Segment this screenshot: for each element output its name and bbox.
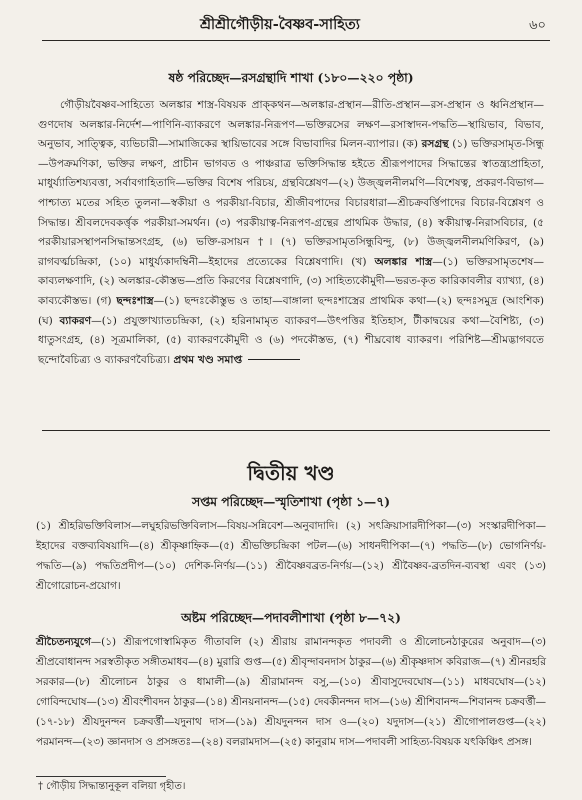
chapter6-heading: ষষ্ঠ পরিচ্ছেদ—রসগ্রন্থাদি শাখা (১৮০—২২০ পৃষ্ঠা) [168, 70, 414, 85]
header-rule [42, 40, 550, 41]
chapter8-heading: অষ্টম পরিচ্ছেদ—পদাবলীশাখা (পৃষ্ঠা ৮—৭২) [181, 610, 401, 625]
chapter7-body [36, 516, 546, 596]
volume2-title: দ্বিতীয় খণ্ড [247, 461, 335, 485]
footnote-rule [36, 776, 166, 777]
chapter8-body [36, 632, 546, 752]
page-number: ৬০ [529, 18, 546, 33]
chhanda-label: ছন্দঃশাস্ত্র [116, 294, 154, 307]
running-title: শ্রীশ্রীগৌড়ীয়-বৈষ্ণব-সাহিত্য [200, 16, 360, 33]
chhanda-text: —(১) ছন্দঃকৌস্তুভ ও তাহা—বাঙ্গালা ছন্দঃশাস্ত্রের প্রাথমিক কথা—(২) ছন্দঃসমুদ্র (আংশিক) [153, 294, 545, 307]
alankara-text: —(১) ভক্তিরসামৃতশেষ—কাব্যলক্ষণাদি, (২) অলঙ্কার-কৌস্তভ—প্রতি কিরণের বিশ্লেষণাদি, (৩) সাহিত্যকৌমুদী—ভরত-কৃত কারিকাবলীর ব্যাখ্যা, (৪) কাব্যকৌস্তভ। [38, 255, 544, 307]
chhanda-prefix: (গ) [96, 294, 112, 307]
chapter6-body [38, 96, 544, 370]
end-dash [248, 359, 300, 360]
vyakarana-text: —(১) প্রযুক্তাখ্যাতচন্দ্রিকা, (২) হরিনামামৃত ব্যাকরণ—উৎপত্তির ইতিহাস, টীকাদ্বয়ের কথা—বৈশিষ্ট্য, (৩) ধাতুসংগ্রহ, (৪) সূত্রমালিকা, (৫) ব্যাকরণকৌমুদী ও (৬) পদকৌস্তভ, (৭) শীঘ্রবোধ ব্যাকরণ। পরিশিষ্ট—শ্রীমদ্ভাগবতে ছন্দোবৈচিত্র্য ও ব্যাকরণবৈচিত্র্য। [38, 314, 544, 366]
page-header [0, 10, 582, 36]
chapter7-text: (১) শ্রীহরিভক্তিবিলাস—লঘুহরিভক্তিবিলাস—বিষয়-সন্নিবেশ—অনুবাদাদি। (২) সৎক্রিয়াসারদীপিকা—(৩) সংস্কারদীপিকা—ইহাদের বক্তব্যবিষয়াদি—(৪) শ্রীকৃষ্ণাহ্নিক—(৫) শ্রীভক্তিচন্দ্রিকা পটল—(৬) সাধনদীপিকা—(৭) পদ্ধতি—(৮) ভোগনির্ণয়-পদ্ধতি—(৯) পদ্ধতিপ্রদীপ—(১০) দেশিক-নির্ণয়—(১১) শ্রীবৈষ্ণবব্রত-নির্ণয়—(১২) শ্রীবৈষ্ণব-ব্রতদিন-ব্যবস্থা এবং (১৩) শ্রীগোরোচন-প্রয়োগ। [36, 520, 546, 592]
footnote: † গৌড়ীয় সিদ্ধান্তানুকূল বলিয়া গৃহীত। [38, 781, 186, 792]
chapter8-text: —(১) শ্রীরূপগোস্বামিকৃত গীতাবলি (২) শ্রীরায় রামানন্দকৃত পদাবলী ও শ্রীলোচনঠাকুরের অনুবাদ—(৩) শ্রীপ্রবোধানন্দ সরস্বতীকৃত সঙ্গীতমাধব—(৪) মুরারি গুপ্ত—(৫) শ্রীবৃন্দাবনদাস ঠাকুর—(৬) শ্রীকৃষ্ণদাস কবিরাজ—(৭) শ্রীনরহরি সরকার—(৮) শ্রীলোচন ঠাকুর ও ধামালী—(৯) শ্রীরামানন্দ বসু,—(১০) শ্রীবাসুদেবঘোষ—(১১) মাধবঘোষ—(১২) গোবিন্দঘোষ—(১৩) শ্রীবংশীবদন ঠাকুর—(১৪) শ্রীনয়নানন্দ—(১৫) দেবকীনন্দন দাস—(১৬) শ্রীশিবানন্দ—শিবানন্দ চক্রবর্ত্তী—(১৭-১৮) শ্রীযদুনন্দন চক্রবর্ত্তী—যদুনাথ দাস—(১৯) শ্রীযদুনন্দন দাস ও—(২০) যদুদাস—(২১) শ্রীগোপালগুপ্ত—(২২) পরমানন্দ—(২৩) জ্ঞানদাস ও প্রসঙ্গতঃ—(২৪) বলরামদাস—(২৫) কানুরাম দাস—পদাবলী সাহিত্য-বিষয়ক যৎকিঞ্চিৎ প্রসঙ্গ। [36, 636, 546, 748]
volume-end-note: প্রথম খণ্ড সমাপ্ত [173, 353, 243, 366]
chapter6-intro: গৌড়ীয়বৈষ্ণব-সাহিত্যে অলঙ্কার শাস্ত্র-বিষয়ক প্রাক্‌কথন—অলঙ্কার-প্রস্থান—রীতি-প্রস্থান—রস-প্রস্থান ও ধ্বনিপ্রস্থান—গুণদোষ অলঙ্কার-নির্দেশ—পাণিনি-ব্যাকরণে অলঙ্কার-নিরূপণ—ভক্তিরসের লক্ষণ—রসাস্বাদন-পদ্ধতি—স্থায়িভাব, বিভাব, অনুভাব, সাত্ত্বিক, ব্যভিচারী—সামাজিকের স্থায়িভাবের সঙ্গে বিভাবাদির মিলন-ব্যাপার। (ক) রসগ্রন্থ (১) ভক্তিরসামৃত-সিন্ধু—উপক্রমণিকা, ভক্তির লক্ষণ, প্রাচীন ভাগবত ও পাঞ্চরাত্র ভক্তিসিদ্ধান্ত হইতে শ্রীরূপপাদের সিদ্ধান্তের স্বাতন্ত্র্যপ্রাহিতা, মাধুর্য্যাতিশয্যবত্তা, সর্বাবগাহিতাদি—ভক্তির বিশেষ পরিচয়, গ্রন্থবিশ্লেষণ—(২) উজ্জ্বলনীলমণি—বিশেষত্ব, প্রকরণ-বিভাগ—পাশ্চাত্য মতের সহিত তুলনা—স্বকীয়া ও পরকীয়া-বিচার, শ্রীজীবপাদের বিচারধারা—শ্রীচক্রবর্ত্তিপাদের বিচার-বিশ্লেষণ ও সিদ্ধান্ত। শ্রীবলদেবকর্ত্তৃক পরকীয়া-সমর্থন। (৩) পরকীয়াত্ব-নিরূপণ-গ্রন্থের প্রাথমিক উদ্ধার, (৪) স্বকীয়াত্ব-নিরাসবিচার, (৫ পরকীয়ারসস্থাপনসিদ্ধান্তসংগ্রহ, (৬) ভক্তি-রসায়ন †। (৭) ভক্তিরসামৃতসিন্ধুবিন্দু, (৮) উজ্জ্বলনীলমণিকিরণ, (৯) রাগবর্ত্মচন্দ্রিকা, (১০) মাধুর্য্যকাদম্বিনী—ইহাদের প্রত্যেকের বিশ্লেষণাদি। (খ) অলঙ্কার শাস্ত্র—(১) ভক্তিরসামৃতশেষ—কাব্যলক্ষণাদি, (২) অলঙ্কার-কৌস্তভ—প্রতি কিরণের বিশ্লেষণাদি, (৩) সাহিত্যকৌমুদী—ভরত-কৃত কারিকাবলীর ব্যাখ্যা, (৪) কাব্যকৌস্তভ। (গ) ছন্দঃশাস্ত্র—(১) ছন্দঃকৌস্তুভ ও তাহা—বাঙ্গালা ছন্দঃশাস্ত্রের প্রাথমিক কথা—(২) ছন্দঃসমুদ্র (আংশিক) (ঘ) ব্যাকরণ—(১) প্রযুক্তাখ্যাতচন্দ্রিকা, (২) হরিনামামৃত ব্যাকরণ—উৎপত্তির ইতিহাস, টীকাদ্বয়ের কথা—বৈশিষ্ট্য, (৩) ধাতুসংগ্রহ, (৪) সূত্রমালিকা, (৫) ব্যাকরণকৌমুদী ও (৬) পদকৌস্তভ, (৭) শীঘ্রবোধ ব্যাকরণ। পরিশিষ্ট—শ্রীমদ্ভাগবতে ছন্দোবৈচিত্র্য ও ব্যাকরণবৈচিত্র্য। প্রথম খণ্ড সমাপ্ত [38, 99, 545, 366]
vyakarana-prefix: (ঘ) [38, 314, 53, 327]
vyakarana-label: ব্যাকরণ [59, 314, 92, 327]
chapter8-label: শ্রীচৈতন্যযুগে [36, 636, 91, 648]
rasagrantha-label: রসগ্রন্থ [421, 138, 449, 151]
section-rule [42, 430, 550, 431]
chapter7-heading: সপ্তম পরিচ্ছেদ—স্মৃতিশাখা (পৃষ্ঠা ১—৭) [191, 494, 391, 509]
rasagrantha-text: (১) ভক্তিরসামৃত-সিন্ধু—উপক্রমণিকা, ভক্তির লক্ষণ, প্রাচীন ভাগবত ও পাঞ্চরাত্র ভক্তিসিদ্ধান্ত হইতে শ্রীরূপপাদের সিদ্ধান্তের স্বাতন্ত্র্যপ্রাহিতা, মাধুর্য্যাতিশয্যবত্তা, সর্বাবগাহিতাদি—ভক্তির বিশেষ পরিচয়, গ্রন্থবিশ্লেষণ—(২) উজ্জ্বলনীলমণি—বিশেষত্ব, প্রকরণ-বিভাগ—পাশ্চাত্য মতের সহিত তুলনা—স্বকীয়া ও পরকীয়া-বিচার, শ্রীজীবপাদের বিচারধারা—শ্রীচক্রবর্ত্তিপাদের বিচার-বিশ্লেষণ ও সিদ্ধান্ত। শ্রীবলদেবকর্ত্তৃক পরকীয়া-সমর্থন। (৩) পরকীয়াত্ব-নিরূপণ-গ্রন্থের প্রাথমিক উদ্ধার, (৪) স্বকীয়াত্ব-নিরাসবিচার, (৫ পরকীয়ারসস্থাপনসিদ্ধান্তসংগ্রহ, (৬) ভক্তি-রসায়ন †। (৭) ভক্তিরসামৃতসিন্ধুবিন্দু, (৮) উজ্জ্বলনীলমণিকিরণ, (৯) রাগবর্ত্মচন্দ্রিকা, (১০) মাধুর্য্যকাদম্বিনী—ইহাদের প্রত্যেকের বিশ্লেষণাদি। (খ) [38, 138, 545, 268]
alankara-label: অলঙ্কার শাস্ত্র [374, 255, 433, 268]
